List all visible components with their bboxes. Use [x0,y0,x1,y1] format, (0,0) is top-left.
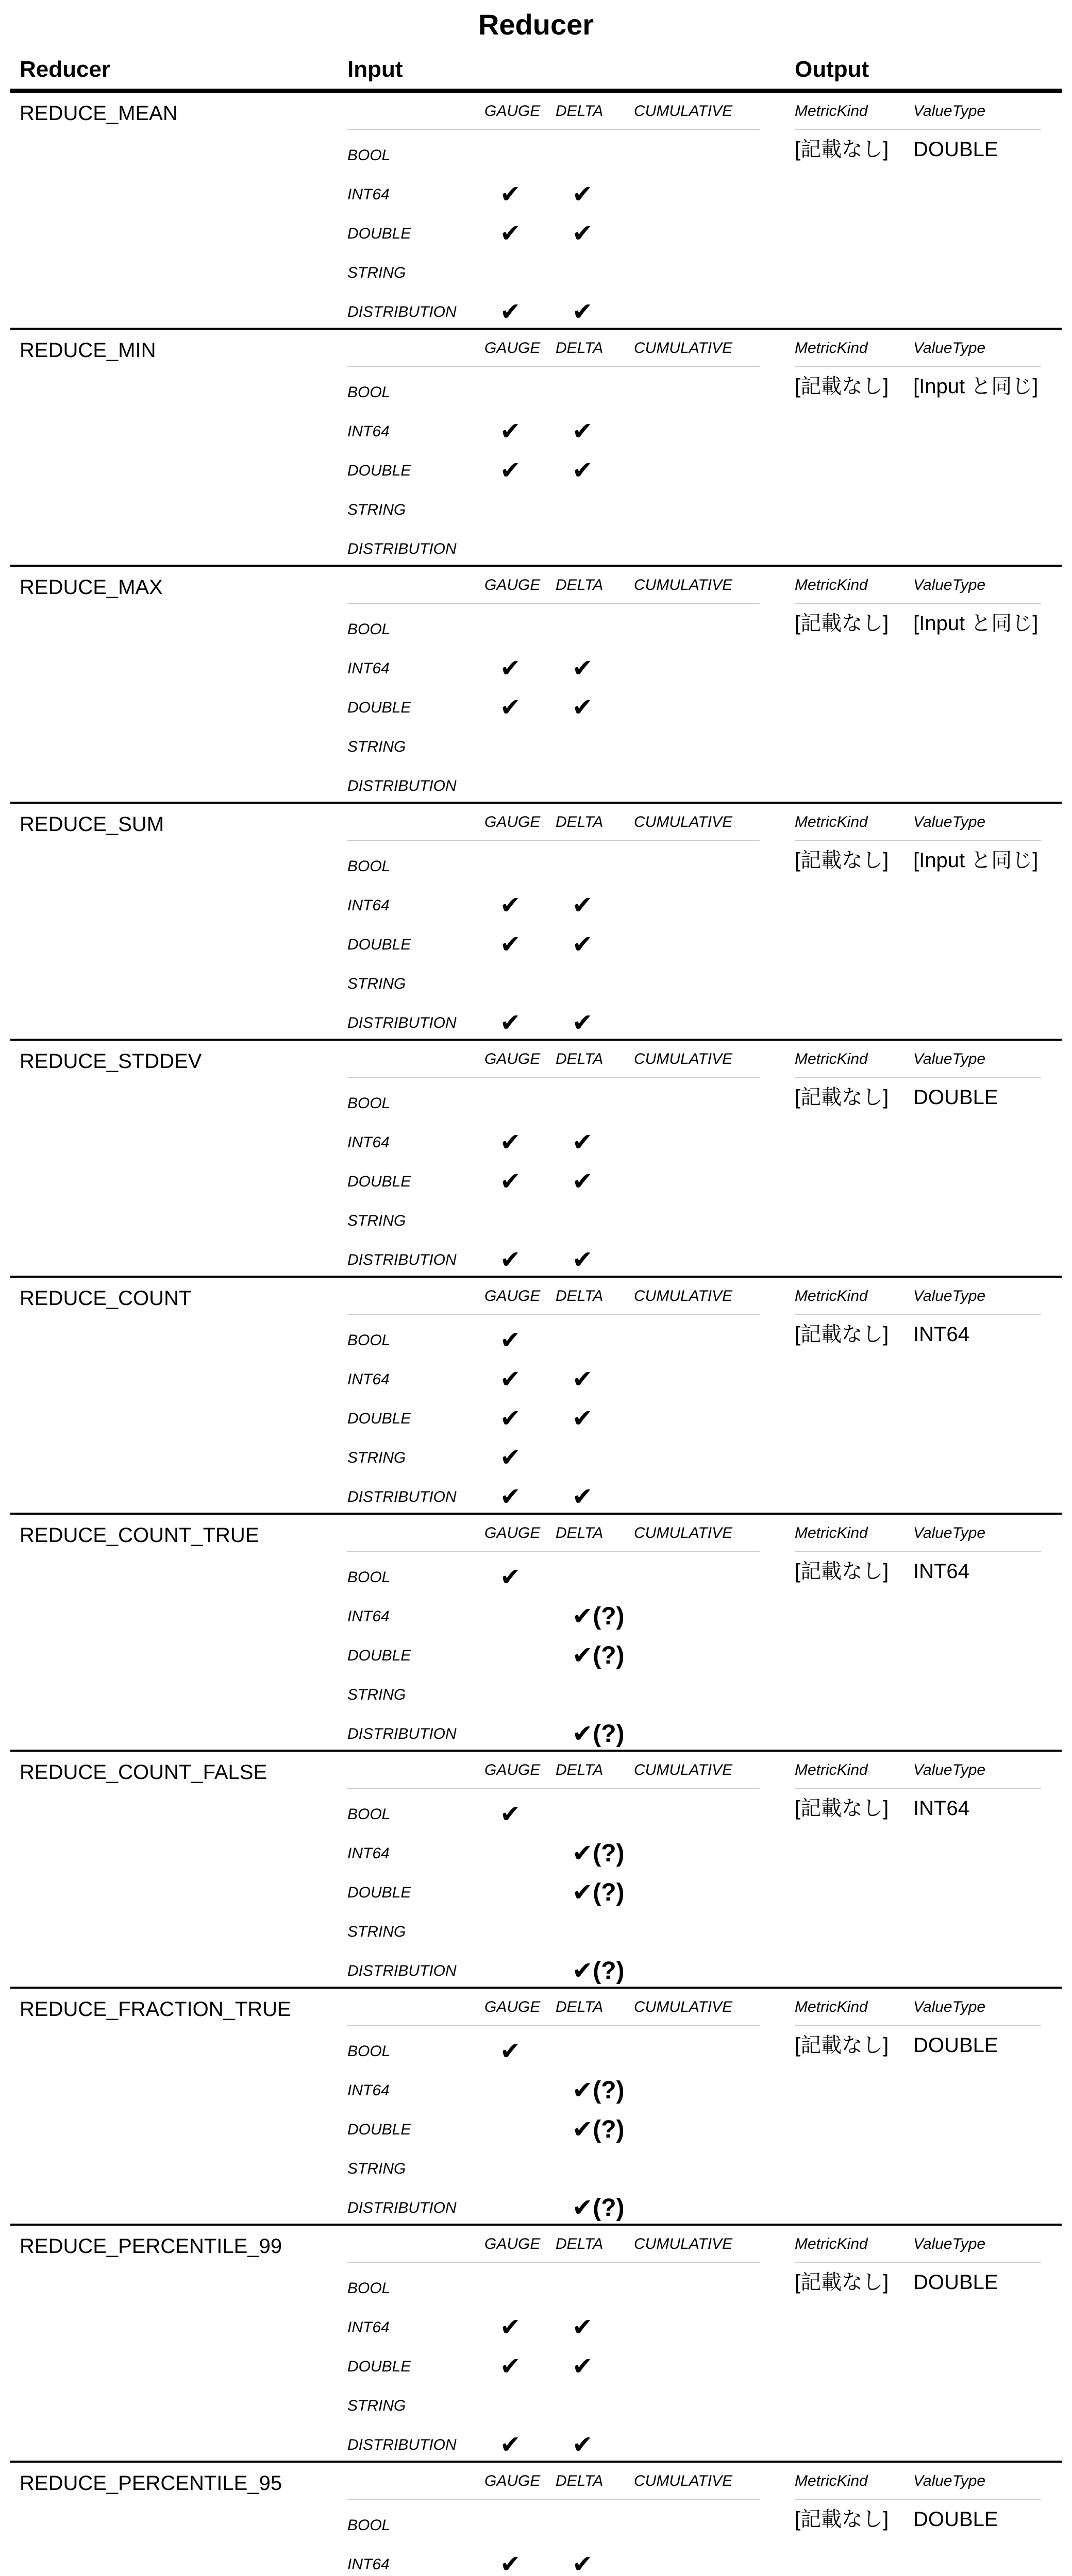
input-col-header: GAUGE [484,1524,541,1541]
input-type-row [10,2071,783,2110]
input-type-name: STRING [347,1212,406,1229]
check-mark: ✔ [572,1483,593,1511]
input-type-name: DISTRIBUTION [347,2199,457,2216]
reducer-name: REDUCE_COUNT_FALSE [20,1761,267,1784]
check-mark: ✔(?) [572,1603,625,1630]
check-mark: ✔ [500,418,521,445]
input-col-header: GAUGE [484,1050,541,1067]
input-type-name: STRING [347,1923,406,1940]
input-type-name: INT64 [347,1371,390,1388]
input-type-row [10,2149,783,2189]
input-col-header: CUMULATIVE [634,814,733,831]
input-col-header: DELTA [556,103,604,120]
input-type-row [10,2189,783,2228]
reducer-blocks [10,93,1062,2576]
check-mark: ✔ [500,1327,521,1354]
input-type-name: DISTRIBUTION [347,1014,457,1031]
metric-kind-value: [記載なし] [795,138,889,161]
input-type-row [10,1558,783,1597]
reducer-table [10,52,1062,2576]
input-type-name: BOOL [347,2517,391,2534]
input-type-row [10,1241,783,1280]
reducer-name: REDUCE_MAX [20,576,163,599]
input-type-row [10,373,783,412]
check-mark: ✔ [572,2431,593,2459]
value-type-value: INT64 [913,1797,969,1820]
output-col-header: ValueType [913,1050,986,1067]
input-subheader-rule [347,2499,760,2500]
metric-kind-value: [記載なし] [795,2271,889,2294]
value-type-value: [Input と同じ] [913,375,1038,398]
input-type-row [10,2506,783,2545]
header-output: Output [795,57,869,82]
reducer-block [10,1987,1062,2224]
input-type-row [10,767,783,806]
input-col-header: GAUGE [484,1998,541,2015]
input-type-name: STRING [347,1449,406,1466]
reducer-block [10,1513,1062,1750]
input-subheader-rule [347,2262,760,2263]
metric-kind-value: [記載なし] [795,1323,889,1346]
value-type-value: DOUBLE [913,1086,998,1109]
check-mark: ✔ [572,2551,593,2576]
input-type-row [10,727,783,767]
output-col-header: ValueType [913,1761,986,1778]
input-subheader-rule [347,366,760,367]
output-subheader-rule [795,1077,1041,1078]
input-col-header: GAUGE [484,577,541,594]
input-type-row [10,1438,783,1478]
input-type-row [10,490,783,530]
check-mark: ✔ [500,1405,521,1432]
output-col-header: MetricKind [795,103,868,120]
input-type-name: STRING [347,501,406,518]
input-type-name: DISTRIBUTION [347,777,457,794]
input-type-row [10,2269,783,2308]
input-type-name: STRING [347,2160,406,2177]
input-type-name: INT64 [347,897,390,914]
input-type-name: DISTRIBUTION [347,1962,457,1979]
input-type-name: STRING [347,738,406,755]
input-type-row [10,1675,783,1715]
input-type-row [10,1321,783,1360]
input-type-name: BOOL [347,1806,391,1823]
output-col-header: ValueType [913,1998,986,2015]
input-type-row [10,2347,783,2386]
input-type-name: BOOL [347,2043,391,2060]
input-type-name: DOUBLE [347,462,411,479]
input-col-header: CUMULATIVE [634,577,733,594]
input-type-row [10,2545,783,2576]
input-type-row [10,530,783,569]
check-mark: ✔ [500,1009,521,1037]
reducer-block [10,93,1062,328]
output-col-header: MetricKind [795,577,868,594]
input-col-header: DELTA [556,577,604,594]
input-type-name: BOOL [347,384,391,401]
reducer-name: REDUCE_SUM [20,813,164,836]
input-type-row [10,1004,783,1043]
value-type-value: DOUBLE [913,2271,998,2294]
check-mark: ✔ [572,655,593,682]
check-mark: ✔ [500,1168,521,1195]
input-type-name: DOUBLE [347,225,411,242]
input-type-row [10,1597,783,1636]
check-mark: ✔ [500,931,521,958]
check-mark: ✔ [500,694,521,721]
check-mark: ✔ [500,1801,521,1828]
input-type-row [10,925,783,964]
input-col-header: GAUGE [484,2235,541,2252]
check-mark: ✔ [500,892,521,919]
check-mark: ✔ [572,418,593,445]
check-mark: ✔ [500,181,521,208]
reducer-block [10,2461,1062,2576]
input-type-row [10,1873,783,1912]
input-type-row [10,1795,783,1834]
output-col-header: MetricKind [795,2472,868,2489]
input-type-row [10,136,783,175]
input-type-name: INT64 [347,660,390,677]
check-mark: ✔ [572,2353,593,2380]
check-mark: ✔ [500,1246,521,1274]
output-col-header: ValueType [913,1287,986,1304]
input-type-name: INT64 [347,1845,390,1862]
check-mark: ✔ [572,457,593,484]
input-col-header: CUMULATIVE [634,2235,733,2252]
input-type-row [10,2110,783,2149]
check-mark: ✔ [500,2551,521,2576]
metric-kind-value: [記載なし] [795,849,889,872]
reducer-name: REDUCE_COUNT [20,1287,192,1310]
input-type-row [10,847,783,886]
value-type-value: INT64 [913,1560,969,1583]
page-title: Reducer [478,8,594,41]
reducer-name: REDUCE_PERCENTILE_99 [20,2235,282,2258]
input-type-name: DOUBLE [347,1410,411,1427]
input-type-name: STRING [347,2397,406,2414]
table-header [10,52,1062,93]
check-mark: ✔ [572,892,593,919]
output-col-header: ValueType [913,577,986,594]
input-type-row [10,1123,783,1162]
input-type-row [10,451,783,490]
check-mark: ✔ [500,1564,521,1591]
input-col-header: CUMULATIVE [634,1287,733,1304]
value-type-value: DOUBLE [913,138,998,161]
check-mark: ✔ [572,694,593,721]
output-col-header: MetricKind [795,1524,868,1541]
reducer-name: REDUCE_COUNT_TRUE [20,1524,259,1547]
check-mark: ✔(?) [572,1879,625,1906]
reducer-name: REDUCE_MIN [20,339,156,362]
reducer-name: REDUCE_MEAN [20,102,178,125]
output-col-header: MetricKind [795,1761,868,1778]
check-mark: ✔ [500,1483,521,1511]
reducer-block [10,1750,1062,1987]
input-type-name: STRING [347,1686,406,1703]
check-mark: ✔ [572,1405,593,1432]
input-subheader-rule [347,1788,760,1789]
metric-kind-value: [記載なし] [795,1797,889,1820]
check-mark: ✔ [572,1009,593,1037]
input-col-header: DELTA [556,814,604,831]
input-type-name: INT64 [347,2556,390,2573]
input-col-header: GAUGE [484,340,541,357]
check-mark: ✔ [572,1168,593,1195]
check-mark: ✔ [572,931,593,958]
check-mark: ✔(?) [572,1720,625,1748]
input-subheader-rule [347,2025,760,2026]
input-type-name: DISTRIBUTION [347,1725,457,1742]
input-type-row [10,2308,783,2347]
check-mark: ✔ [500,2038,521,2065]
input-type-name: DISTRIBUTION [347,1488,457,1505]
reducer-name: REDUCE_STDDEV [20,1050,202,1073]
input-type-name: DISTRIBUTION [347,1251,457,1268]
input-type-name: INT64 [347,423,390,440]
input-type-name: BOOL [347,147,391,164]
output-subheader-rule [795,840,1041,841]
check-mark: ✔ [572,1366,593,1393]
input-type-row [10,1162,783,1201]
output-col-header: ValueType [913,1524,986,1541]
output-subheader-rule [795,2499,1041,2500]
input-col-header: CUMULATIVE [634,1050,733,1067]
input-type-name: BOOL [347,1095,391,1112]
check-mark: ✔ [500,298,521,326]
input-type-name: STRING [347,264,406,281]
input-type-name: DOUBLE [347,936,411,953]
input-type-name: DOUBLE [347,699,411,716]
input-type-row [10,1952,783,1991]
input-type-name: INT64 [347,2319,390,2336]
reducer-name: REDUCE_FRACTION_TRUE [20,1998,291,2021]
check-mark: ✔ [500,1366,521,1393]
input-type-name: BOOL [347,1569,391,1586]
header-reducer: Reducer [20,57,111,82]
output-subheader-rule [795,1314,1041,1315]
check-mark: ✔ [572,298,593,326]
input-type-row [10,610,783,649]
value-type-value: DOUBLE [913,2034,998,2057]
input-col-header: CUMULATIVE [634,2472,733,2489]
output-subheader-rule [795,1788,1041,1789]
output-col-header: MetricKind [795,1998,868,2015]
input-type-name: DOUBLE [347,1647,411,1664]
check-mark: ✔ [500,457,521,484]
check-mark: ✔(?) [572,1840,625,1867]
output-col-header: ValueType [913,2472,986,2489]
value-type-value: [Input と同じ] [913,849,1038,872]
input-type-row [10,1399,783,1438]
input-type-row [10,253,783,293]
metric-kind-value: [記載なし] [795,2034,889,2057]
input-type-name: INT64 [347,1134,390,1151]
input-type-row [10,175,783,214]
check-mark: ✔ [572,1129,593,1156]
input-col-header: DELTA [556,2235,604,2252]
input-col-header: GAUGE [484,1761,541,1778]
reducer-name: REDUCE_PERCENTILE_95 [20,2472,282,2495]
input-type-row [10,2386,783,2426]
input-type-row [10,2032,783,2071]
output-col-header: MetricKind [795,814,868,831]
input-subheader-rule [347,1551,760,1552]
check-mark: ✔ [500,2431,521,2459]
check-mark: ✔(?) [572,2194,625,2222]
input-type-name: DOUBLE [347,1173,411,1190]
output-col-header: MetricKind [795,1050,868,1067]
input-subheader-rule [347,1077,760,1078]
output-col-header: ValueType [913,814,986,831]
input-col-header: DELTA [556,1998,604,2015]
value-type-value: DOUBLE [913,2508,998,2531]
input-col-header: GAUGE [484,814,541,831]
input-subheader-rule [347,1314,760,1315]
input-type-name: STRING [347,975,406,992]
metric-kind-value: [記載なし] [795,612,889,635]
input-type-row [10,649,783,688]
output-subheader-rule [795,603,1041,604]
input-type-row [10,1912,783,1952]
check-mark: ✔ [500,220,521,247]
input-type-row [10,1478,783,1517]
input-col-header: DELTA [556,1287,604,1304]
input-col-header: CUMULATIVE [634,103,733,120]
metric-kind-value: [記載なし] [795,375,889,398]
input-type-row [10,1084,783,1123]
reducer-block [10,328,1062,565]
metric-kind-value: [記載なし] [795,2508,889,2531]
check-mark: ✔ [500,2314,521,2341]
check-mark: ✔ [500,1129,521,1156]
input-type-row [10,1715,783,1754]
output-col-header: ValueType [913,340,986,357]
metric-kind-value: [記載なし] [795,1086,889,1109]
check-mark: ✔ [500,2353,521,2380]
input-col-header: GAUGE [484,1287,541,1304]
input-type-name: DISTRIBUTION [347,540,457,557]
reducer-block [10,802,1062,1039]
output-col-header: ValueType [913,103,986,120]
input-subheader-rule [347,840,760,841]
input-type-name: DOUBLE [347,2358,411,2375]
input-type-name: DOUBLE [347,2121,411,2138]
check-mark: ✔(?) [572,1642,625,1669]
reducer-block [10,1276,1062,1513]
check-mark: ✔(?) [572,1957,625,1985]
input-type-name: DISTRIBUTION [347,303,457,320]
input-type-name: INT64 [347,2082,390,2099]
output-subheader-rule [795,2025,1041,2026]
reducer-block [10,2224,1062,2461]
input-col-header: CUMULATIVE [634,1998,733,2015]
input-type-name: BOOL [347,2280,391,2297]
metric-kind-value: [記載なし] [795,1560,889,1583]
input-col-header: DELTA [556,2472,604,2489]
input-type-name: BOOL [347,1332,391,1349]
input-type-row [10,1201,783,1241]
input-type-row [10,1636,783,1675]
input-col-header: GAUGE [484,2472,541,2489]
input-type-name: DISTRIBUTION [347,2436,457,2453]
output-subheader-rule [795,2262,1041,2263]
check-mark: ✔(?) [572,2077,625,2104]
input-col-header: CUMULATIVE [634,1761,733,1778]
input-type-row [10,1834,783,1873]
output-subheader-rule [795,1551,1041,1552]
input-type-name: INT64 [347,1608,390,1625]
value-type-value: INT64 [913,1323,969,1346]
input-type-row [10,412,783,451]
input-type-name: BOOL [347,858,391,875]
input-col-header: GAUGE [484,103,541,120]
check-mark: ✔ [500,1444,521,1471]
input-col-header: CUMULATIVE [634,1524,733,1541]
check-mark: ✔ [572,181,593,208]
input-type-name: BOOL [347,621,391,638]
output-subheader-rule [795,129,1041,130]
value-type-value: [Input と同じ] [913,612,1038,635]
check-mark: ✔ [500,655,521,682]
reducer-block [10,1039,1062,1276]
input-subheader-rule [347,603,760,604]
output-col-header: MetricKind [795,340,868,357]
output-col-header: ValueType [913,2235,986,2252]
input-col-header: DELTA [556,1524,604,1541]
input-type-name: INT64 [347,186,390,203]
input-type-name: DOUBLE [347,1884,411,1901]
check-mark: ✔(?) [572,2116,625,2143]
check-mark: ✔ [572,220,593,247]
output-subheader-rule [795,366,1041,367]
input-type-row [10,886,783,925]
check-mark: ✔ [572,1246,593,1274]
input-type-row [10,1360,783,1399]
input-col-header: DELTA [556,1761,604,1778]
input-type-row [10,293,783,332]
input-type-row [10,2426,783,2465]
reducer-block [10,565,1062,802]
input-col-header: DELTA [556,1050,604,1067]
check-mark: ✔ [572,2314,593,2341]
input-type-row [10,214,783,253]
input-type-row [10,964,783,1004]
input-type-row [10,688,783,727]
output-col-header: MetricKind [795,2235,868,2252]
input-subheader-rule [347,129,760,130]
input-col-header: DELTA [556,340,604,357]
header-input: Input [347,57,403,82]
input-col-header: CUMULATIVE [634,340,733,357]
output-col-header: MetricKind [795,1287,868,1304]
